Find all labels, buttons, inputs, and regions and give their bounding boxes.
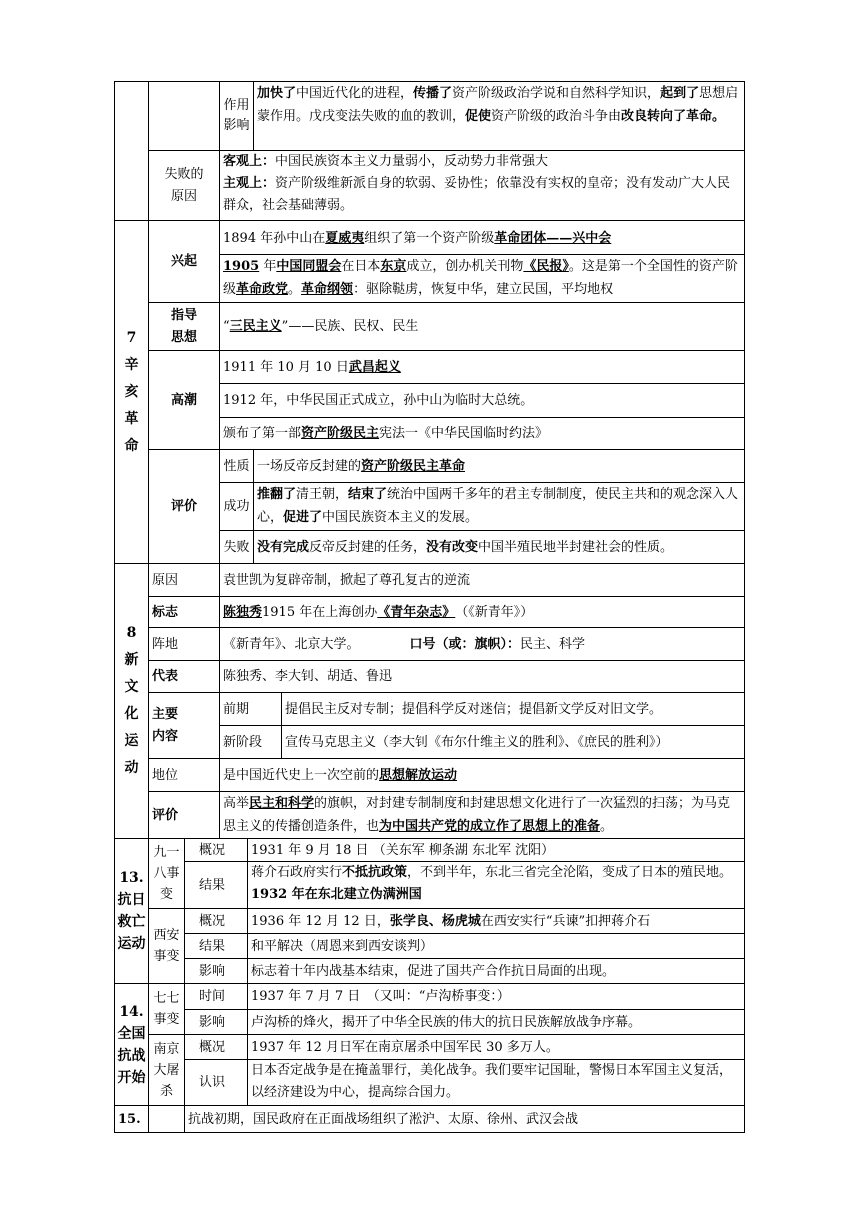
section-14-title: 14. 全国 抗战 开始 — [114, 983, 149, 1106]
gaikuang-nanjing-content: 1937 年 12 月日军在南京屠杀中国军民 30 多万人。 — [247, 1034, 745, 1060]
diwei-content: 是中国近代史上一次空前的 思想解放运动 — [219, 758, 745, 792]
label-shibai: 失败 — [219, 530, 254, 564]
section-7-title: 7 辛 亥 革 命 — [114, 220, 149, 564]
label-xingzhi: 性质 — [219, 449, 254, 483]
yuanyin-content: 袁世凯为复辟帝制，掀起了尊孔复古的逆流 — [219, 563, 745, 597]
section-6-number-cell — [114, 81, 149, 221]
section-15-content: 抗战初期，国民政府在正面战场组织了淞沪、太原、徐州、武汉会战 — [184, 1105, 745, 1133]
biaozhi-content: 陈独秀 1915 年在上海创办 《青年杂志》 （《新青年》） — [219, 596, 745, 628]
gaochao-line-3: 颁布了第一部 资产阶级民主 宪法一《中华民国临时约法》 — [219, 417, 745, 450]
xinjieduan-content: 宣传马克思主义（李大钊《布尔什维主义的胜利》、《庶民的胜利》） — [281, 725, 745, 759]
zhendi-content: 《新青年》、北京大学。 口号（或：旗帜）： 民主、科学 — [219, 627, 745, 661]
label-qiqi: 七七事变 — [148, 983, 185, 1035]
pingjia-8-content: 高举民主和科学的旗帜，对封建专制制度和封建思想文化进行了一次猛烈的扫荡；为马克思主义的传播创造条件，也为中国共产党的成立作了思想上的准备。 — [219, 791, 745, 839]
section-13-title: 13. 抗日 救亡 运动 — [114, 838, 149, 984]
label-chenggong: 成功 — [219, 482, 254, 531]
gaikuang-918-content: 1931 年 9 月 18 日 （关东军 柳条湖 东北军 沈阳） — [247, 838, 745, 862]
label-nanjing: 南京大屠杀 — [148, 1034, 185, 1106]
jieguo-xian-content: 和平解决（周恩来到西安谈判） — [247, 933, 745, 959]
label-neirong: 主要内容 — [148, 692, 220, 759]
xingzhi-content: 一场反帝反封建的 资产阶级民主革命 — [253, 449, 745, 483]
gaochao-line-2: 1912 年，中华民国正式成立，孙中山为临时大总统。 — [219, 383, 745, 418]
label-failure-reason: 失败的原因 — [148, 150, 220, 221]
label-biaozhi: 标志 — [148, 596, 220, 628]
label-zuoyong: 作用影响 — [219, 81, 254, 151]
daibiao-content: 陈独秀、李大钊、胡适、鲁迅 — [219, 660, 745, 693]
section-15-sub-cell — [148, 1105, 185, 1133]
label-xian: 西安事变 — [148, 908, 185, 984]
failure-reason-content: 客观上：中国民族资本主义力量弱小，反动势力非常强大 主观上：资产阶级维新派自身的软弱、妥协性；依靠没有实权的皇帝；没有发动广大人民群众，社会基础薄弱。 — [219, 150, 745, 221]
shibai-content: 没有完成 反帝反封建的任务， 没有改变 中国半殖民地半封建社会的性质。 — [253, 530, 745, 564]
label-yingxiang-77: 影响 — [184, 1009, 248, 1035]
shijian-content: 1937 年 7 月 7 日 （又叫：“卢沟桥事变：） — [247, 983, 745, 1010]
label-xinjieduan: 新阶段 — [219, 725, 282, 759]
zuoyong-content: 加快了中国近代化的进程，传播了资产阶级政治学说和自然科学知识，起到了思想启蒙作用。戊戌变法失败的血的教训，促使资产阶级的政治斗争由改良转向了革命。 — [253, 81, 745, 151]
gaochao-line-1: 1911 年 10 月 10 日 武昌起义 — [219, 350, 745, 384]
section-6-sub-cell — [148, 81, 220, 151]
renshi-content: 日本否定战争是在掩盖罪行，美化战争。我们要牢记国耻，警惕日本军国主义复活，以经济建设为中心，提高综合国力。 — [247, 1059, 745, 1106]
label-diwei: 地位 — [148, 758, 220, 792]
label-xingqi: 兴起 — [148, 220, 220, 303]
jieguo-918-content: 蒋介石政府实行不抵抗政策，不到半年，东北三省完全沦陷，变成了日本的殖民地。1932 年在东北建立伪满洲国 — [247, 861, 745, 909]
label-jieguo-918: 结果 — [184, 861, 248, 909]
label-pingjia-7: 评价 — [148, 449, 220, 564]
label-gaikuang-nanjing: 概况 — [184, 1034, 248, 1060]
xingqi-line-2: 1905 年中国同盟会在日本东京成立，创办机关刊物《民报》。这是第一个全国性的资产阶级革命政党。革命纲领：驱除鞑虏，恢复中华，建立民国，平均地权 — [219, 254, 745, 303]
label-zhendi: 阵地 — [148, 627, 220, 661]
yingxiang-77-content: 卢沟桥的烽火，揭开了中华全民族的伟大的抗日民族解放战争序幕。 — [247, 1009, 745, 1035]
label-qianqi: 前期 — [219, 692, 282, 726]
label-jieguo-xian: 结果 — [184, 933, 248, 959]
label-jiuyiba: 九一八事变 — [148, 838, 185, 909]
label-pingjia-8: 评价 — [148, 791, 220, 839]
yingxiang-xian-content: 标志着十年内战基本结束，促进了国共产合作抗日局面的出现。 — [247, 958, 745, 984]
label-gaikuang-xian: 概况 — [184, 908, 248, 934]
chenggong-content: 推翻了清王朝，结束了统治中国两千多年的君主专制制度，使民主共和的观念深入人心，促进了中国民族资本主义的发展。 — [253, 482, 745, 531]
label-shijian: 时间 — [184, 983, 248, 1010]
qianqi-content: 提倡民主反对专制；提倡科学反对迷信；提倡新文学反对旧文学。 — [281, 692, 745, 726]
label-zhidao: 指导思想 — [148, 302, 220, 351]
gaikuang-xian-content: 1936 年 12 月 12 日， 张学良、杨虎城 在西安实行“兵谏”扣押蒋介石 — [247, 908, 745, 934]
xingqi-line-1: 1894 年孙中山在夏威夷组织了第一个资产阶级革命团体——兴中会 — [219, 220, 745, 255]
label-daibiao: 代表 — [148, 660, 220, 693]
label-yingxiang-xian: 影响 — [184, 958, 248, 984]
label-gaochao: 高潮 — [148, 350, 220, 450]
zhidao-content: “ 三民主义 ”——民族、民权、民生 — [219, 302, 745, 351]
section-15-title: 15. — [114, 1105, 149, 1133]
label-gaikuang-918: 概况 — [184, 838, 248, 862]
section-8-title: 8 新 文 化 运 动 — [114, 563, 149, 839]
label-renshi: 认识 — [184, 1059, 248, 1106]
label-yuanyin: 原因 — [148, 563, 220, 597]
